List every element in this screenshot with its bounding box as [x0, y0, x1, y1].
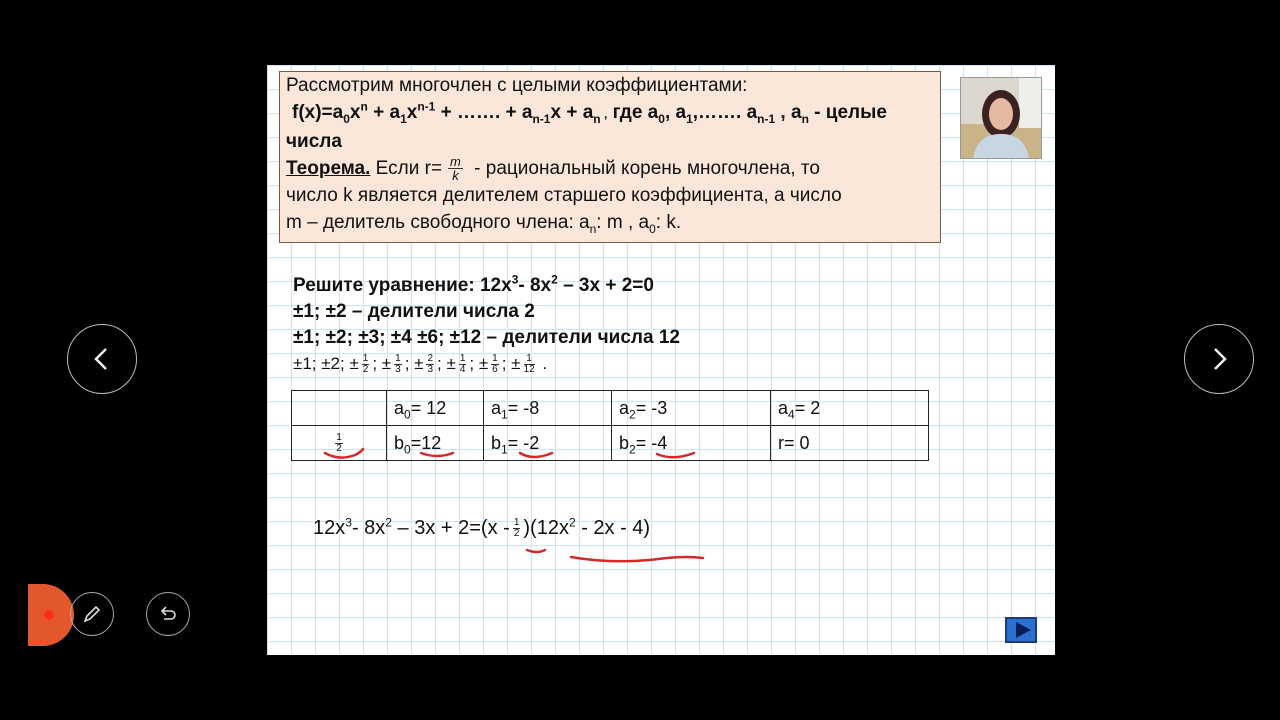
equation-title: Решите уравнение: $12x^3-$ $8x^2 - 3x + 2=0$ [293, 272, 654, 296]
theory-intro: Рассмотрим многочлен с целыми коэффициентами: [286, 75, 748, 96]
next-button[interactable] [1184, 324, 1254, 394]
horner-table [291, 390, 929, 461]
ink-underline [571, 557, 703, 561]
table-row [292, 391, 929, 426]
chevron-left-icon [87, 344, 117, 374]
horner-cell: $b_1= -2$ [484, 426, 612, 461]
horner-remainder-cell: r= 0 [771, 426, 929, 461]
slide [267, 65, 1055, 655]
horner-cell: $a_4= 2$ [771, 391, 929, 426]
table-row [292, 426, 929, 461]
horner-cell: $a_1= -8$ [484, 391, 612, 426]
divisors-of-2: ±1; ±2 – делители числа 2 [293, 301, 535, 322]
presenter-avatar [961, 78, 1041, 158]
polynomial-formula-end: числа [286, 131, 342, 152]
theorem-label: Теорема. [286, 158, 371, 179]
presenter-webcam [960, 77, 1042, 159]
horner-cell: $b_2= -4$ [612, 426, 771, 461]
horner-cell: $b_0=12$ [387, 426, 484, 461]
theorem-statement: Теорема. Если r= $\frac{m}{k}$ - рациональный корень многочлена, то [286, 154, 820, 184]
horner-cell: $a_2= -3$ [612, 391, 771, 426]
theorem-line-2: число k является делителем старшего коэффициента, а число [286, 185, 842, 207]
undo-button[interactable] [146, 592, 190, 636]
divisors-of-12: ±1; ±2; ±3; ±4 ±6; ±12 – делители числа 12 [293, 327, 680, 348]
polynomial-formula: $f(x)=a_0x^n + a_1x^{n-1}$ + ……. + $a_{n-1}x + a_n$ , где $a_0$, $a_1,\dots\dots$. $a_{n-1}$ , $a_n$ - целые [292, 99, 887, 126]
solve-section [293, 273, 680, 377]
horner-root-cell: $\frac{1}{2}$ [292, 426, 387, 461]
pen-button[interactable] [70, 592, 114, 636]
horner-empty-cell [292, 391, 387, 426]
fraction-m-k: $\frac{m}{k}$ [450, 154, 461, 184]
next-slide-button[interactable] [1005, 617, 1037, 643]
ink-underline [527, 550, 545, 552]
candidate-roots: ±1; ±2; ± $\frac{1}{2}$ ; ± $\frac{1}{3}$ ; ± $\frac{2}{3}$ ; ± $\frac{1}{4}$ ; ± $\frac{1}{6}$ ; ± $\frac{1}{12}$ . [293, 353, 548, 376]
pen-icon [81, 603, 103, 625]
theorem-line-3: m – делитель свободного члена: $a_n$: m , $a_0$: k. [286, 212, 682, 237]
chevron-right-icon [1204, 344, 1234, 374]
undo-icon [157, 603, 179, 625]
prev-button[interactable] [67, 324, 137, 394]
theory-box [279, 71, 941, 243]
record-indicator[interactable] [28, 584, 74, 646]
horner-cell: $a_0= 12$ [387, 391, 484, 426]
factorization-result: $12x^3-$ $8x^2 - 3x + 2=(x$ - $\frac{1}{2}$ )$(12x^2 - 2x - 4)$ [313, 515, 651, 540]
